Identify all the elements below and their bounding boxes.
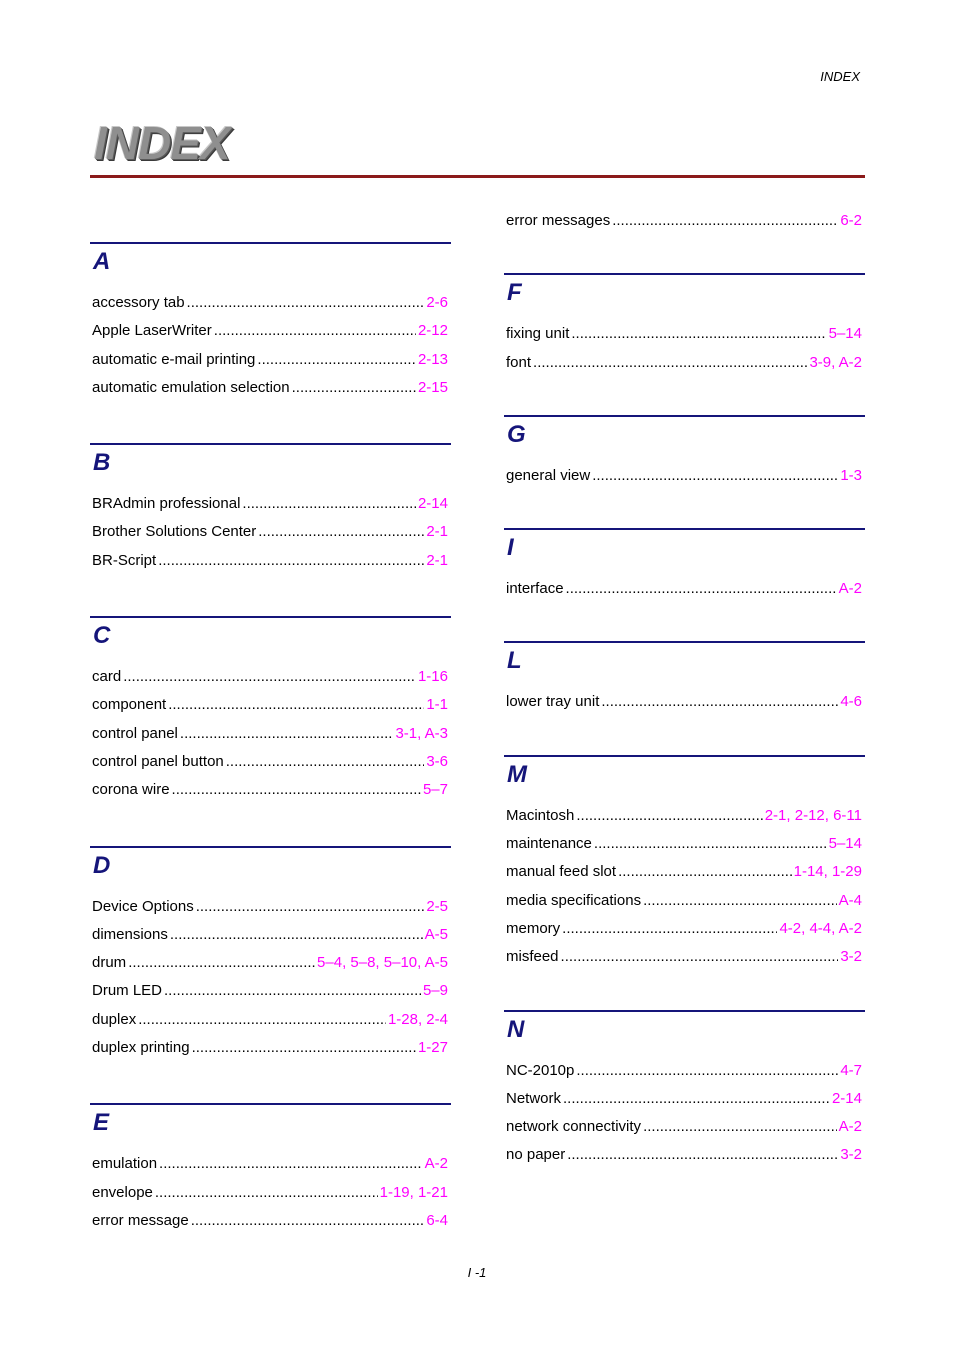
index-entry	[90, 1011, 451, 1039]
dot-leader	[159, 1155, 423, 1172]
section-rule	[90, 443, 451, 445]
index-entry	[90, 926, 451, 954]
index-entry	[90, 322, 451, 350]
index-term: control panel button	[92, 752, 224, 770]
index-entry	[90, 725, 451, 753]
section-letter: M	[507, 760, 527, 788]
entry-list	[504, 467, 865, 495]
page-reference-link[interactable]: 5–14	[828, 325, 862, 343]
section-rule	[90, 1103, 451, 1105]
index-term: drum	[92, 954, 127, 972]
index-term: automatic emulation selection	[92, 378, 290, 396]
dot-leader	[172, 781, 421, 798]
section-rule	[90, 616, 451, 618]
index-term: no paper	[506, 1146, 566, 1164]
dot-leader	[170, 926, 423, 943]
index-term: network connectivity	[506, 1118, 642, 1136]
index-entry	[90, 898, 451, 926]
index-entry	[504, 920, 865, 948]
page-title: INDEX	[94, 117, 230, 169]
dot-leader	[123, 668, 416, 685]
index-entry	[504, 693, 865, 721]
page-reference-link[interactable]: 1-3	[840, 466, 862, 484]
page-reference-link[interactable]: A-5	[424, 925, 448, 943]
section-rule	[504, 415, 865, 417]
section-spacer	[504, 722, 865, 755]
section-letter: B	[93, 449, 111, 477]
section-rule	[504, 1010, 865, 1012]
index-entry	[504, 212, 865, 240]
section-spacer	[90, 580, 451, 616]
index-section-a	[90, 242, 451, 407]
index-entry	[504, 1090, 865, 1118]
entry-list	[90, 668, 451, 809]
index-section-l	[504, 641, 865, 721]
page-reference-link[interactable]: 2-15	[417, 378, 448, 396]
index-term: control panel	[92, 724, 178, 742]
continued-entries	[504, 212, 865, 240]
section-letter: D	[93, 851, 111, 879]
page-reference-link[interactable]: A-2	[838, 580, 862, 598]
index-term: BRAdmin professional	[92, 495, 241, 513]
section-letter: N	[507, 1015, 525, 1043]
section-letter: I	[507, 534, 514, 562]
index-entry	[90, 668, 451, 696]
index-term: card	[92, 668, 122, 686]
page-reference-link[interactable]: 3-9, A-2	[809, 353, 862, 371]
section-letter: E	[93, 1109, 110, 1137]
page-reference-link[interactable]: 5–7	[422, 781, 448, 799]
index-entry	[90, 523, 451, 551]
page-reference-link[interactable]: 1-1	[426, 696, 448, 714]
section-rule	[504, 528, 865, 530]
dot-leader	[533, 354, 807, 371]
index-term: misfeed	[506, 948, 559, 966]
index-section-n	[504, 1010, 865, 1175]
entry-list	[504, 693, 865, 721]
page-reference-link[interactable]: 1-19, 1-21	[379, 1183, 448, 1201]
index-term: fixing unit	[506, 325, 570, 343]
page-reference-link[interactable]: 1-27	[417, 1039, 448, 1057]
dot-leader	[567, 1146, 838, 1163]
index-entry	[504, 1062, 865, 1090]
index-section-m	[504, 755, 865, 977]
page-reference-link[interactable]: 2-5	[426, 897, 448, 915]
entry-list	[90, 1155, 451, 1240]
section-spacer	[504, 240, 865, 273]
index-term: interface	[506, 580, 564, 598]
index-term: Apple LaserWriter	[92, 322, 212, 340]
index-term: dimensions	[92, 925, 168, 943]
page-reference-link[interactable]: 4-2, 4-4, A-2	[779, 919, 862, 937]
dot-leader	[643, 1118, 837, 1135]
dot-leader	[292, 379, 416, 396]
index-entry	[504, 467, 865, 495]
section-spacer	[90, 1067, 451, 1103]
entry-list	[90, 294, 451, 407]
entry-list	[504, 580, 865, 608]
dot-leader	[164, 982, 421, 999]
index-section-d	[90, 846, 451, 1068]
dot-leader	[592, 467, 838, 484]
index-term: general view	[506, 466, 591, 484]
page-reference-link[interactable]: 2-1	[426, 523, 448, 541]
page-reference-link[interactable]: A-4	[838, 891, 862, 909]
page-reference-link[interactable]: 2-1	[426, 551, 448, 569]
index-term: emulation	[92, 1155, 158, 1173]
dot-leader	[576, 1062, 838, 1079]
index-section-i	[504, 528, 865, 608]
index-term: error message	[92, 1211, 189, 1229]
index-column-right	[504, 212, 865, 1175]
dot-leader	[242, 495, 416, 512]
index-entry	[90, 294, 451, 322]
index-entry	[504, 1118, 865, 1146]
page-reference-link[interactable]: 2-13	[417, 350, 448, 368]
dot-leader	[561, 948, 839, 965]
dot-leader	[138, 1011, 386, 1028]
section-rule	[90, 846, 451, 848]
index-entry	[504, 325, 865, 353]
page-reference-link[interactable]: A-2	[838, 1118, 862, 1136]
index-term: Macintosh	[506, 806, 575, 824]
dot-leader	[601, 693, 838, 710]
dot-leader	[643, 892, 837, 909]
index-term: Network	[506, 1089, 562, 1107]
index-section-f	[504, 273, 865, 382]
section-letter: C	[93, 622, 111, 650]
index-entry	[90, 982, 451, 1010]
index-entry	[504, 354, 865, 382]
entry-list	[504, 1062, 865, 1175]
section-letter: A	[93, 248, 111, 275]
index-term: memory	[506, 919, 561, 937]
entry-list	[90, 898, 451, 1068]
page-reference-link[interactable]: 2-1, 2-12, 6-11	[764, 806, 862, 824]
section-rule	[90, 242, 451, 244]
page-reference-link[interactable]: 6-4	[426, 1211, 448, 1229]
section-rule	[504, 641, 865, 643]
section-rule	[504, 755, 865, 757]
index-entry	[90, 379, 451, 407]
page-reference-link[interactable]: 4-7	[840, 1061, 862, 1079]
index-section-g	[504, 415, 865, 495]
index-term: lower tray unit	[506, 693, 600, 711]
index-term: BR-Script	[92, 551, 157, 569]
index-term: manual feed slot	[506, 863, 617, 881]
page-reference-link[interactable]: 5–9	[422, 982, 448, 1000]
index-entry	[504, 948, 865, 976]
entry-list	[504, 325, 865, 382]
section-letter: L	[507, 647, 522, 675]
page-reference-link[interactable]: 1-16	[417, 668, 448, 686]
dot-leader	[576, 807, 762, 824]
dot-leader	[594, 835, 827, 852]
index-entry	[90, 1212, 451, 1240]
index-term: media specifications	[506, 891, 642, 909]
dot-leader	[155, 1184, 378, 1201]
dot-leader	[187, 294, 425, 311]
index-column-left	[90, 242, 451, 1240]
dot-leader	[128, 954, 315, 971]
section-spacer	[504, 495, 865, 528]
index-term: NC-2010p	[506, 1061, 575, 1079]
index-entry	[90, 696, 451, 724]
page-reference-link[interactable]: 3-6	[426, 752, 448, 770]
index-entry	[90, 753, 451, 781]
dot-leader	[566, 580, 837, 597]
dot-leader	[168, 696, 424, 713]
index-term: corona wire	[92, 781, 170, 799]
index-term: component	[92, 696, 167, 714]
dot-leader	[257, 351, 416, 368]
index-entry	[504, 835, 865, 863]
running-header: INDEX	[820, 69, 860, 84]
page-reference-link[interactable]: A-2	[424, 1155, 448, 1173]
index-entry	[90, 1155, 451, 1183]
index-entry	[504, 1146, 865, 1174]
page-reference-link[interactable]: 3-1, A-3	[395, 724, 448, 742]
dot-leader	[214, 322, 416, 339]
section-spacer	[90, 407, 451, 443]
index-entry	[90, 495, 451, 523]
index-entry	[504, 863, 865, 891]
dot-leader	[563, 1090, 830, 1107]
dot-leader	[196, 898, 425, 915]
section-spacer	[504, 977, 865, 1010]
index-term: duplex	[92, 1010, 137, 1028]
dot-leader	[226, 753, 425, 770]
page-reference-link[interactable]: 3-2	[840, 948, 862, 966]
index-entry	[90, 1184, 451, 1212]
dot-leader	[158, 552, 424, 569]
section-spacer	[504, 382, 865, 415]
section-rule	[504, 273, 865, 275]
page-reference-link[interactable]: 3-2	[840, 1146, 862, 1164]
page-reference-link[interactable]: 2-14	[417, 495, 448, 513]
entry-list	[504, 807, 865, 977]
dot-leader	[258, 523, 424, 540]
index-term: duplex printing	[92, 1039, 190, 1057]
index-term: font	[506, 353, 532, 371]
page-reference-link[interactable]: 1-14, 1-29	[793, 863, 862, 881]
title-rule	[90, 175, 865, 178]
page-reference-link[interactable]: 2-12	[417, 322, 448, 340]
index-term: error messages	[506, 212, 611, 229]
index-entry	[504, 807, 865, 835]
page-reference-link[interactable]: 2-14	[831, 1089, 862, 1107]
index-term: automatic e-mail printing	[92, 350, 256, 368]
section-letter: F	[507, 279, 522, 307]
entry-list	[90, 495, 451, 580]
index-entry	[504, 580, 865, 608]
dot-leader	[191, 1212, 425, 1229]
dot-leader	[180, 725, 394, 742]
dot-leader	[192, 1039, 416, 1056]
index-term: envelope	[92, 1183, 153, 1201]
index-term: maintenance	[506, 835, 592, 853]
dot-leader	[618, 863, 792, 880]
index-term: accessory tab	[92, 294, 185, 311]
page-reference-link[interactable]: 2-6	[426, 294, 448, 311]
page-reference-link[interactable]: 4-6	[840, 693, 862, 711]
index-term: Device Options	[92, 897, 194, 915]
page-reference-link[interactable]: 1-28, 2-4	[387, 1010, 448, 1028]
index-section-e	[90, 1103, 451, 1240]
index-section-c	[90, 616, 451, 809]
index-term: Drum LED	[92, 982, 163, 1000]
dot-leader	[562, 920, 777, 937]
section-spacer	[90, 810, 451, 846]
page-reference-link[interactable]: 5–4, 5–8, 5–10, A-5	[317, 954, 448, 972]
index-entry	[90, 1039, 451, 1067]
section-spacer	[504, 608, 865, 641]
index-entry	[90, 954, 451, 982]
index-entry	[90, 351, 451, 379]
index-term: Brother Solutions Center	[92, 523, 257, 541]
section-letter: G	[507, 420, 526, 448]
index-entry	[504, 892, 865, 920]
index-section-b	[90, 443, 451, 580]
page-reference-link[interactable]: 5–14	[828, 835, 862, 853]
page-reference-link[interactable]: 6-2	[840, 212, 862, 229]
index-entry	[90, 781, 451, 809]
dot-leader	[571, 325, 826, 342]
dot-leader	[612, 212, 838, 229]
page-number: I -1	[467, 1265, 487, 1280]
index-entry	[90, 552, 451, 580]
